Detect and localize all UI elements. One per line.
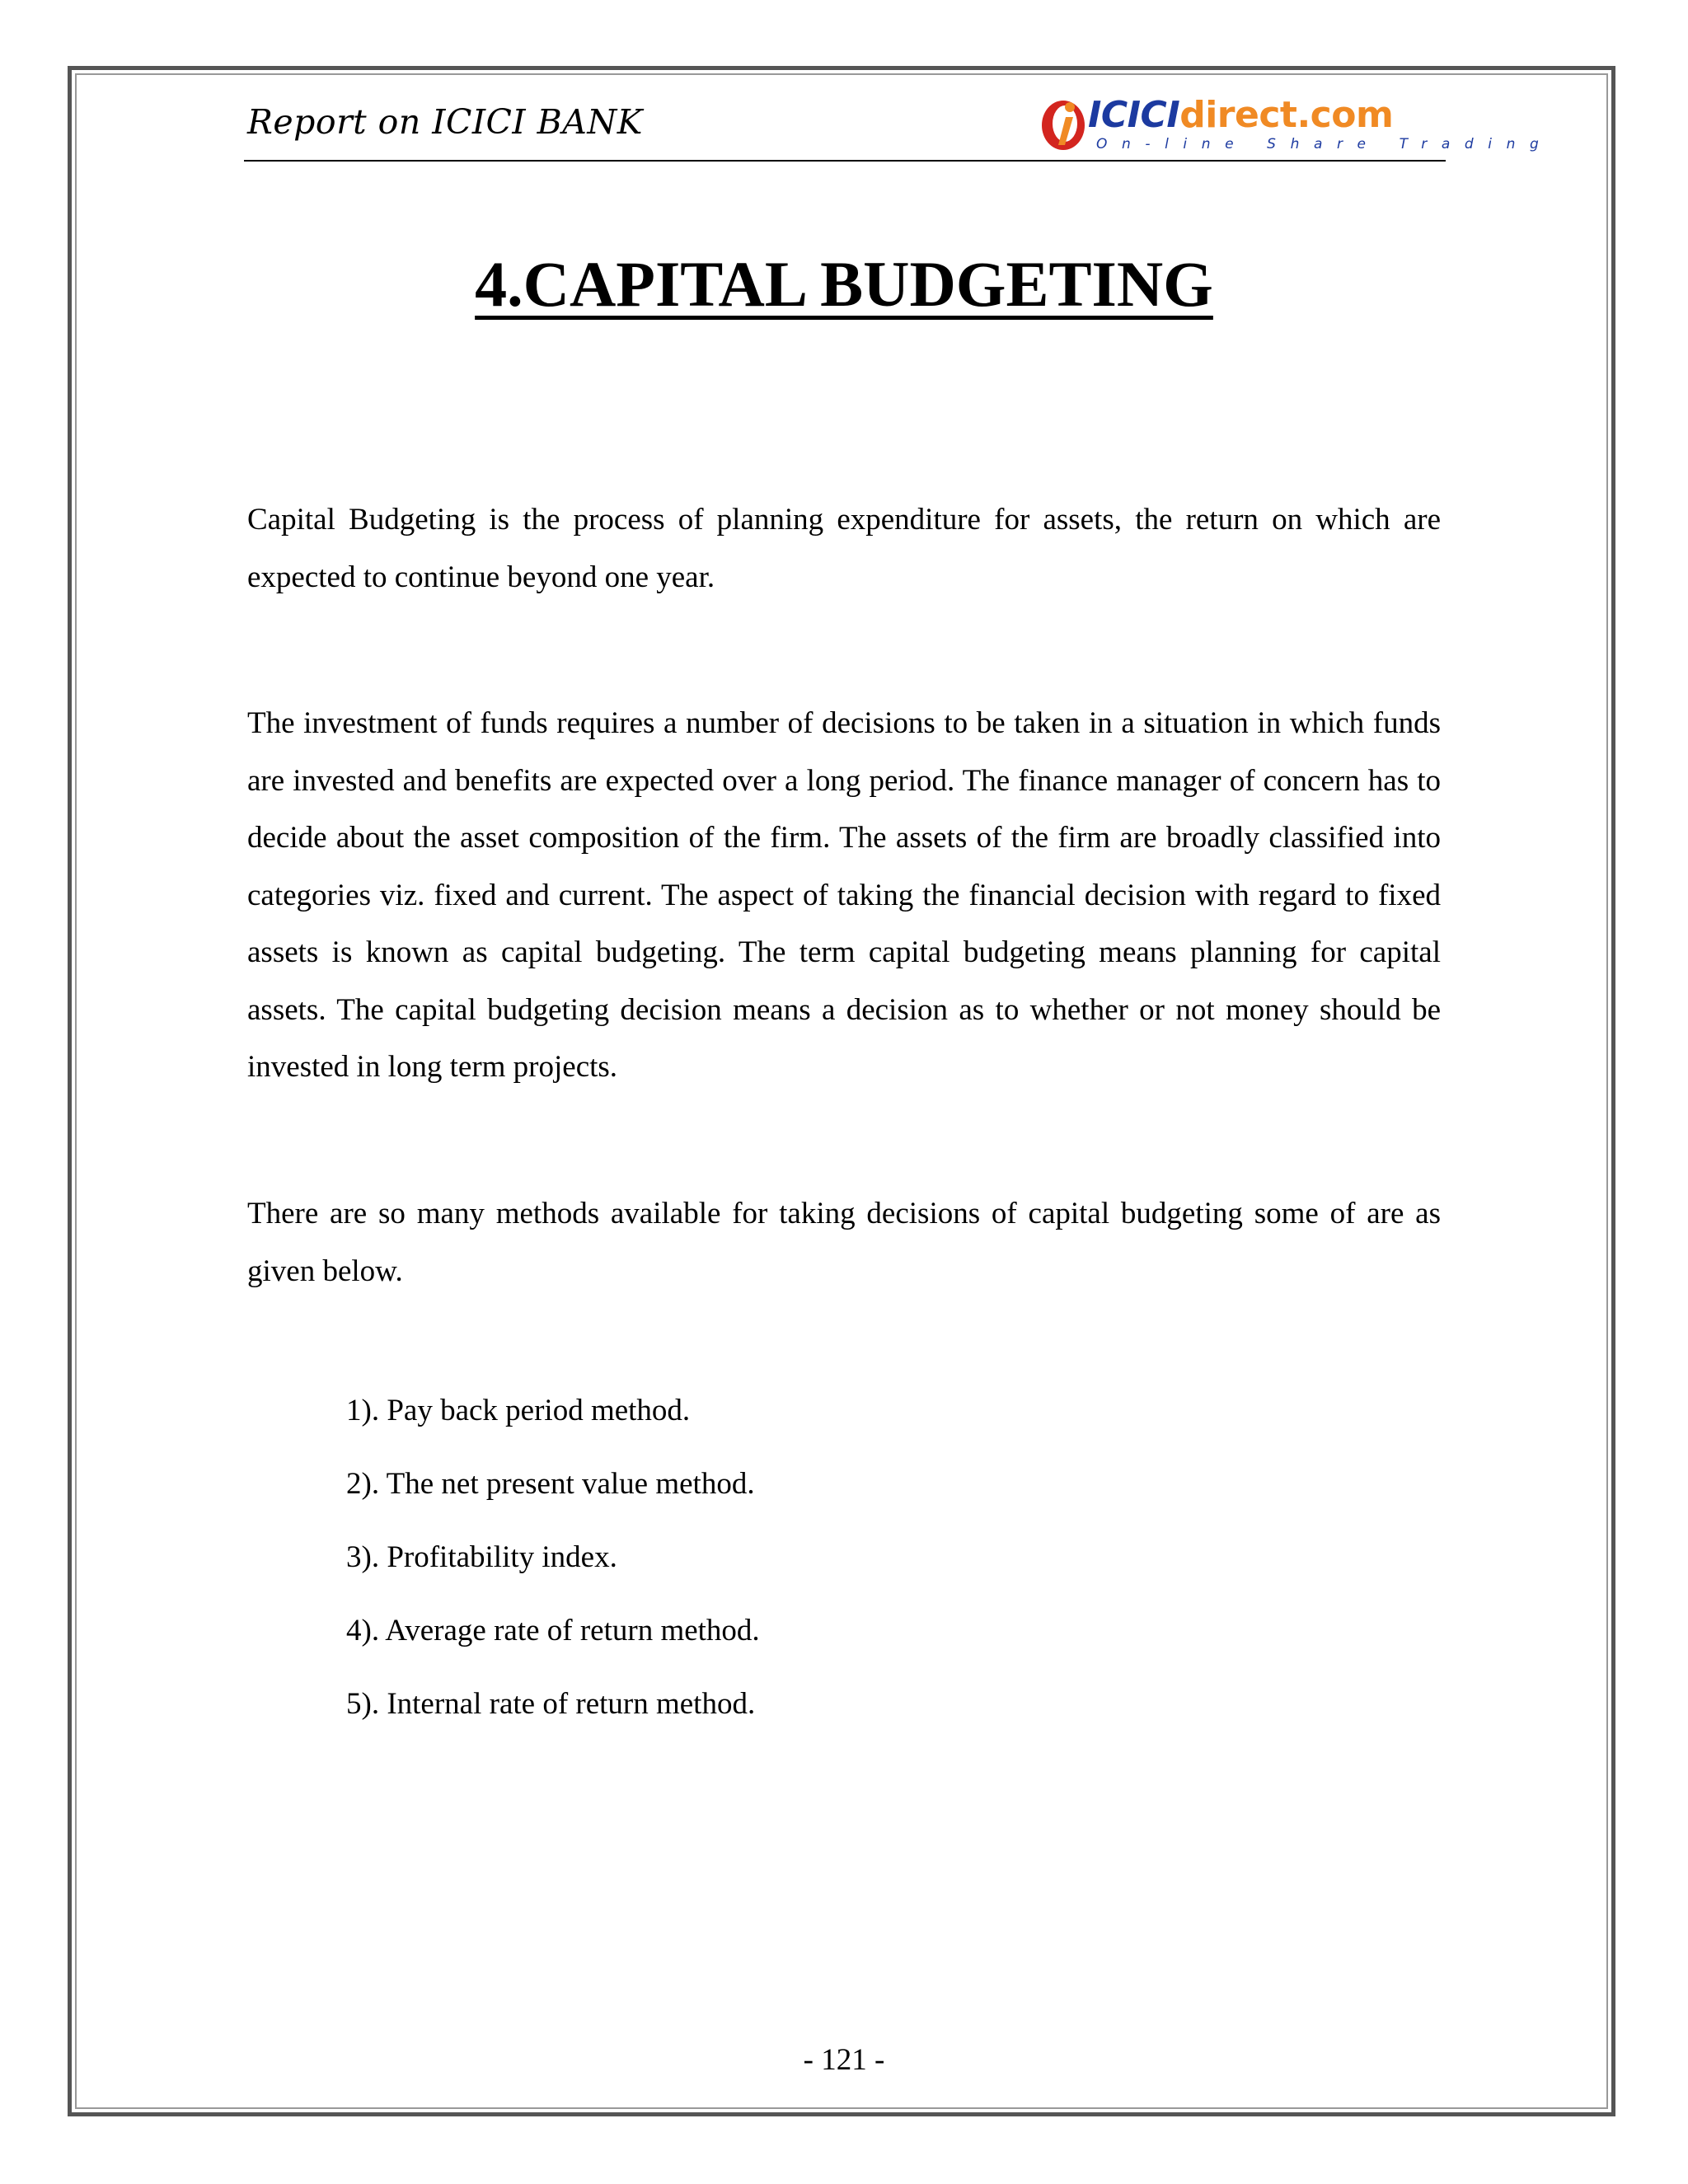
chapter-heading-text: 4.CAPITAL BUDGETING <box>475 248 1213 320</box>
logo-icici-text: ICICI <box>1088 94 1180 136</box>
paragraph-text: The investment of funds requires a number of decisions to be taken in a situation in which funds are invested and benefits are expected over a long period. The finance manager of concern has to decide about the asset composition of the firm. The assets of the firm are broadly classified into categories viz. fixed and current. The aspect of taking the financial decision with regard to fixed assets is known as capital budgeting. The term capital budgeting means planning for capital assets. The capital budgeting decision means a decision as to whether or not money should be invested in long term projects. <box>247 706 1441 1084</box>
logo-direct-text: direct.com <box>1179 94 1394 136</box>
icici-logo-icon <box>1039 91 1093 153</box>
paragraph-definition <box>247 491 1441 606</box>
logo-tagline: On-line Share Trading <box>1096 136 1554 152</box>
list-item: 3). Profitability index. <box>346 1540 617 1574</box>
paragraph-text: There are so many methods available for taking decisions of capital budgeting some of are as given below. <box>247 1197 1441 1288</box>
page-number: - 121 - <box>803 2043 885 2077</box>
icici-direct-logo <box>1039 91 1554 157</box>
page-header <box>244 91 1554 162</box>
list-item: 2). The net present value method. <box>346 1467 755 1501</box>
paragraph-text: Capital Budgeting is the process of planning expenditure for assets, the return on which are expected to continue beyond one year. <box>247 503 1441 594</box>
methods-list <box>346 1389 760 1755</box>
list-item: 5). Internal rate of return method. <box>346 1687 756 1721</box>
logo-wordmark <box>1088 96 1393 135</box>
list-item: 1). Pay back period method. <box>346 1394 691 1427</box>
header-title: Report on ICICI BANK <box>247 102 643 142</box>
chapter-heading <box>0 247 1688 321</box>
list-item: 4). Average rate of return method. <box>346 1614 760 1647</box>
paragraph-methods-intro <box>247 1185 1441 1300</box>
paragraph-investment-decisions <box>247 695 1441 1096</box>
